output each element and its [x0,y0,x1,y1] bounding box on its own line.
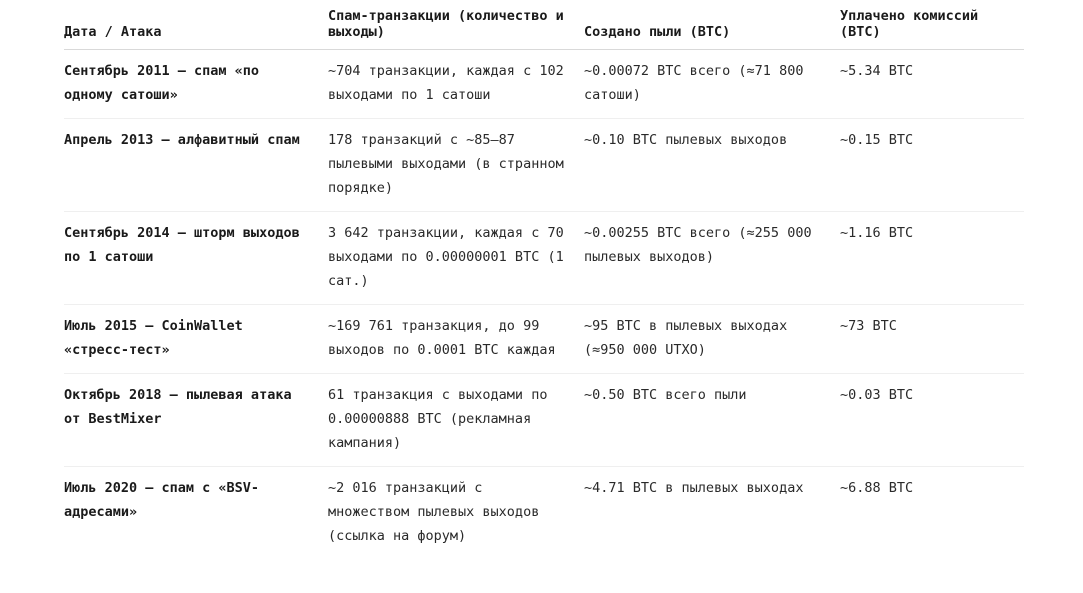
spam-attacks-table [64,0,1024,559]
cell-date-attack: Сентябрь 2014 — шторм выходов по 1 сатоши [64,212,328,305]
cell-dust-created: ~4.71 BTC в пылевых выходах [584,480,804,496]
spam-attacks-table-container [64,0,1024,559]
cell-spam-transactions: ~169 761 транзакция, до 99 выходов по 0.0001 BTC каждая [328,305,584,374]
cell-fees-paid: ~0.03 BTC [840,374,1024,467]
table-row [64,50,1024,119]
cell-date-attack: Июль 2015 — CoinWallet «стресс-тест» [64,305,328,374]
header-row [64,0,1024,50]
column-header-date-attack: Дата / Атака [64,0,328,50]
table-row [64,305,1024,374]
table-header [64,0,1024,50]
cell-dust-created: ~95 BTC в пылевых выходах (≈950 000 UTXO) [584,305,840,374]
cell-spam-transactions: 178 транзакций с ~85–87 пылевыми выходами (в странном порядке) [328,119,584,212]
cell-fees-paid: ~6.88 BTC [840,480,914,496]
cell-dust-created: ~0.00255 BTC всего (≈255 000 пылевых выходов) [584,212,840,305]
cell-date-attack: Июль 2020 — спам с «BSV-адресами» [64,480,260,520]
cell-dust-created: ~0.10 BTC пылевых выходов [584,119,840,212]
cell-spam-transactions: ~704 транзакции, каждая с 102 выходами по 1 сатоши [328,50,584,119]
table-body [64,50,1024,560]
cell-spam-transactions: 61 транзакция с выходами по 0.00000888 BTC (рекламная кампания) [328,374,584,467]
cell-date-attack: Октябрь 2018 — пылевая атака от BestMixer [64,374,328,467]
cell-date-attack: Апрель 2013 — алфавитный спам [64,119,328,212]
cell-spam-transactions: ~2 016 транзакций с множеством пылевых выходов (ссылка на форум) [328,480,540,544]
table-row [64,467,1024,560]
cell-fees-paid: ~0.15 BTC [840,119,1024,212]
cell-fees-paid: ~5.34 BTC [840,50,1024,119]
table-row [64,119,1024,212]
cell-dust-created: ~0.00072 BTC всего (≈71 800 сатоши) [584,50,840,119]
cell-spam-transactions: 3 642 транзакции, каждая с 70 выходами по 0.00000001 BTC (1 сат.) [328,212,584,305]
column-header-dust-created: Создано пыли (BTC) [584,0,840,50]
table-row [64,374,1024,467]
column-header-fees-paid: Уплачено комиссий (BTC) [840,0,1024,50]
cell-date-attack: Сентябрь 2011 — спам «по одному сатоши» [64,50,328,119]
column-header-spam-transactions: Спам-транзакции (количество и выходы) [328,0,584,50]
cell-fees-paid: ~1.16 BTC [840,212,1024,305]
cell-dust-created: ~0.50 BTC всего пыли [584,374,840,467]
table-row [64,212,1024,305]
cell-fees-paid: ~73 BTC [840,305,1024,374]
